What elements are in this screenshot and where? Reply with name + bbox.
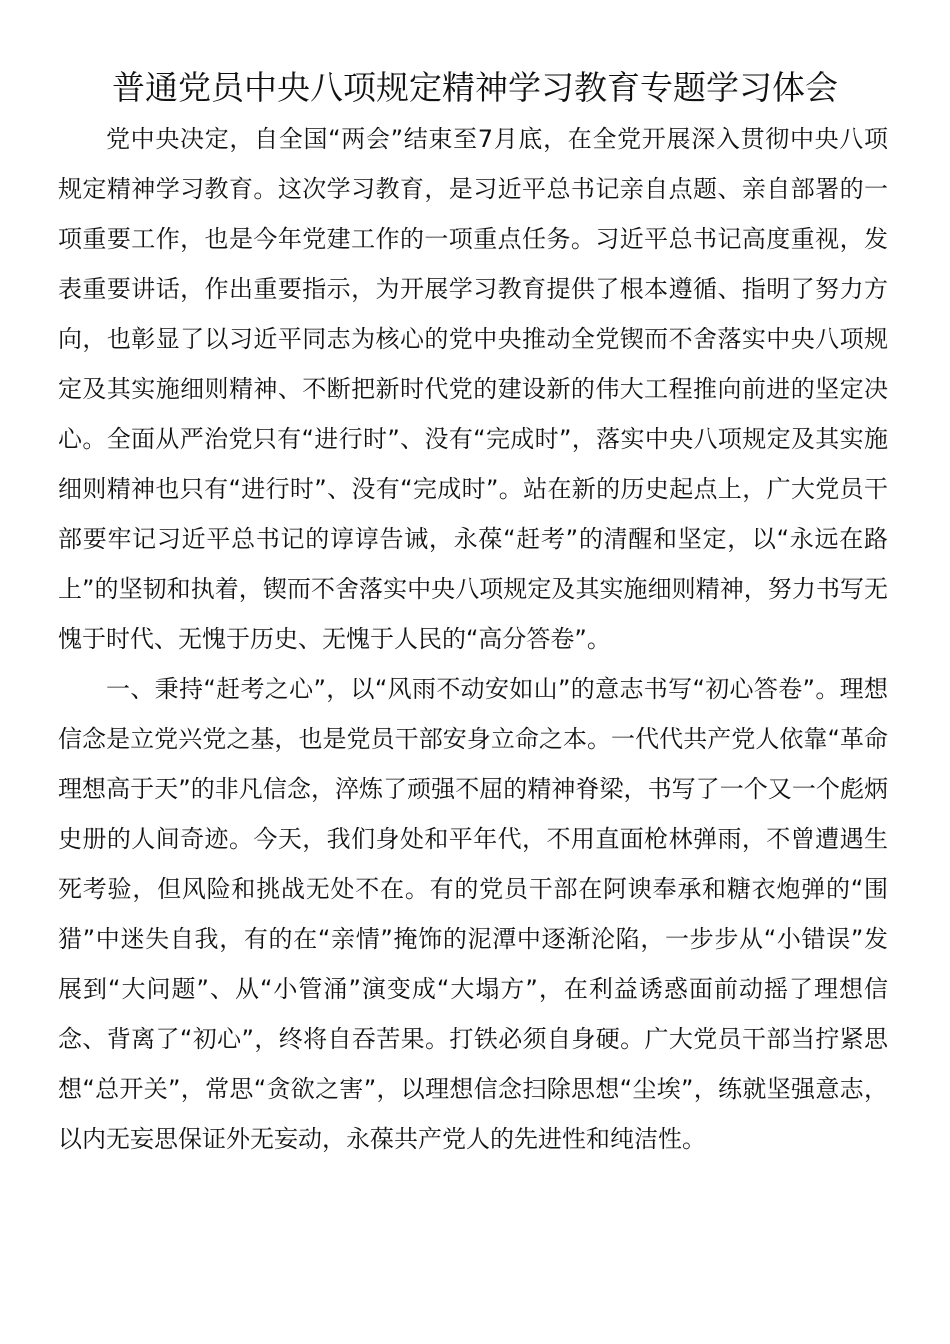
document-body — [58, 114, 888, 1164]
document-title: 普通党员中央八项规定精神学习教育专题学习体会 — [112, 68, 838, 107]
paragraph-intro: 党中央决定，自全国“两会”结束至7月底，在全党开展深入贯彻中央八项规定精神学习教育。这次学习教育，是习近平总书记亲自点题、亲自部署的一项重要工作，也是今年党建工作的一项重点任务。习近平总书记高度重视，发表重要讲话，作出重要指示，为开展学习教育提供了根本遵循、指明了努力方向，也彰显了以习近平同志为核心的党中央推动全党锲而不舍落实中央八项规定及其实施细则精神、不断把新时代党的建设新的伟大工程推向前进的坚定决心。全面从严治党只有“进行时”、没有“完成时”，落实中央八项规定及其实施细则精神也只有“进行时”、没有“完成时”。站在新的历史起点上，广大党员干部要牢记习近平总书记的谆谆告诫，永葆“赶考”的清醒和坚定，以“永远在路上”的坚韧和执着，锲而不舍落实中央八项规定及其实施细则精神，努力书写无愧于时代、无愧于历史、无愧于人民的“高分答卷”。 — [58, 125, 888, 653]
paragraph-section-one: 一、秉持“赶考之心”，以“风雨不动安如山”的意志书写“初心答卷”。理想信念是立党兴党之基，也是党员干部安身立命之本。一代代共产党人依靠“革命理想高于天”的非凡信念，淬炼了顽强不屈的精神脊梁，书写了一个又一个彪炳史册的人间奇迹。今天，我们身处和平年代，不用直面枪林弹雨，不曾遭遇生死考验，但风险和挑战无处不在。有的党员干部在阿谀奉承和糖衣炮弹的“围猎”中迷失自我，有的在“亲情”掩饰的泥潭中逐渐沦陷，一步步从“小错误”发展到“大问题”、从“小管涌”演变成“大塌方”，在利益诱惑面前动摇了理想信念、背离了“初心”，终将自吞苦果。打铁必须自身硬。广大党员干部当拧紧思想“总开关”，常思“贪欲之害”，以理想信念扫除思想“尘埃”，练就坚强意志，以内无妄思保证外无妄动，永葆共产党人的先进性和纯洁性。 — [58, 675, 888, 1153]
